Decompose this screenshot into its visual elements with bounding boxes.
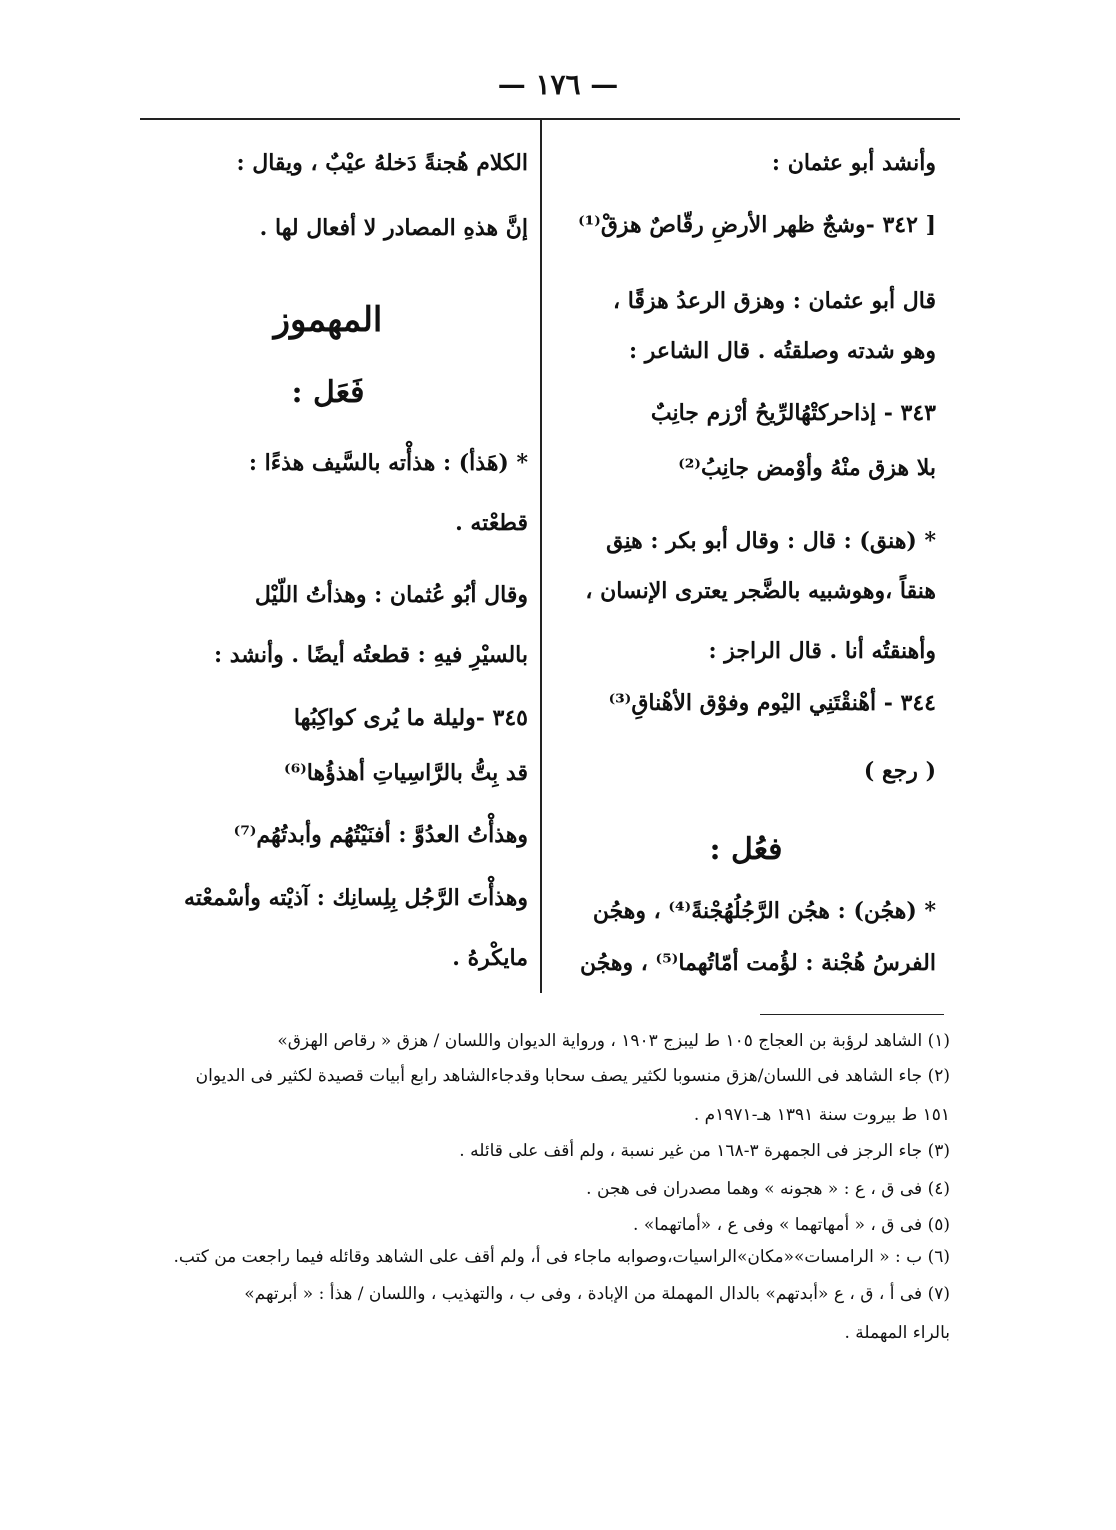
footnote-line: (٥) فى ق ، « أمهاتهما » وفى ع ، «أماتهما» . (633, 1215, 950, 1235)
left-column-line: المهموز (273, 300, 383, 340)
footnote-line: (٤) فى ق ، ع : « هجونه » وهما مصدران فى هجن . (586, 1179, 950, 1199)
page-number: — ١٧٦ — (497, 68, 619, 101)
right-column-line: ٣٤٣ - إذاحركتْهُالرِّيحُ أرْزم جانِبٌ (650, 400, 936, 426)
right-column-line: هنقاً ،وهوشبيه بالضَّجر يعترى الإنسان ، (585, 578, 936, 604)
right-column-line: فعُل : (709, 832, 783, 867)
header-rule (140, 118, 960, 120)
left-column-line: فَعَل : (291, 375, 365, 410)
footnote-rule (760, 1014, 944, 1015)
footnote-line: بالراء المهملة . (844, 1323, 950, 1343)
right-column-line: [ ٣٤٢ -وشجٌ ظهر الأرضِ رقّاصٌ هزقْ⁽¹⁾ (578, 212, 936, 238)
footnote-line: (٢) جاء الشاهد فى اللسان/هزق منسوبا لكثير يصف سحابا وقدجاءالشاهد رابع أبيات قصيدة لكثير فى الديوان (195, 1066, 950, 1086)
left-column-line: وهذأْتُ العدُوَّ : أفنَيْتُهُم وأبدتُهُم⁽⁷⁾ (233, 822, 528, 848)
footnote-line: (٧) فى أ ، ق ، ع «أبدتهم» بالدال المهملة من الإبادة ، وفى ب ، والتهذيب ، واللسان / هذأ : « أبرتهم» (244, 1284, 950, 1304)
left-column-line: وقال أبُو عُثمان : وهذأتُ اللّيْل (254, 582, 528, 608)
left-column-line: * (هَذأ) : هذأْته بالسَّيف هذءًا : (248, 450, 528, 476)
left-column-line: مايكْرهُ . (452, 945, 528, 971)
right-column-line: ( رجع ) (863, 758, 936, 784)
left-column-line: الكلام هُجنةً دَخلهُ عيْبٌ ، ويقال : (236, 150, 528, 176)
left-column-line: وهذأْتَ الرَّجُل بِلِسانِك : آذيْته وأسْمعْته (183, 885, 528, 911)
left-column-line: بالسيْرِ فيهِ : قطعتُه أيضًا . وأنشد : (213, 642, 528, 668)
right-column-line: قال أبو عثمان : وهزق الرعدُ هزقًا ، (612, 288, 936, 314)
footnote-line: (١) الشاهد لرؤبة بن العجاج ١٠٥ ط ليبزج ١٩٠٣ ، ورواية الديوان واللسان / هزق « رقاص الهزق» (277, 1031, 950, 1051)
right-column-line: * (هنق) : قال : وقال أبو بكر : هنِق (606, 528, 936, 554)
column-divider (540, 118, 542, 993)
right-column-line: وأنشد أبو عثمان : (771, 150, 936, 176)
right-column-line: وأهنقتُه أنا . قال الراجز : (708, 638, 936, 664)
footnote-line: (٣) جاء الرجز فى الجمهرة ٣-١٦٨ من غير نسبة ، ولم أقف على قائله . (459, 1141, 950, 1161)
right-column-line: ٣٤٤ - أهْنقْتَنِي اليْوم وفوْق الأهْناقِ⁽³⁾ (608, 690, 936, 716)
right-column-line: وهو شدته وصلقتُه . قال الشاعر : (629, 338, 936, 364)
footnote-line: ١٥١ ط بيروت سنة ١٣٩١ هـ-١٩٧١م . (693, 1105, 950, 1125)
left-column-line: قد بِتُّ بالرَّاسِياتِ أهذؤُها⁽⁶⁾ (284, 760, 528, 786)
right-column-line: * (هجُن) : هجُن الرَّجُلُهُجْنةً⁽⁴⁾ ، وهجُن (592, 898, 936, 924)
right-column-line: الفرسُ هُجْنة : لؤُمت أمّاتُهما⁽⁵⁾ ، وهجُن (579, 950, 936, 976)
left-column-line: قطعْته . (455, 510, 528, 536)
left-column-line: إنَّ هذهِ المصادر لا أفعال لها . (259, 215, 528, 241)
left-column-line: ٣٤٥ -وليلة ما يُرى كواكِبُها (293, 705, 528, 731)
footnote-line: (٦) ب : « الرامسات»«مكان»الراسيات،وصوابه ماجاء فى أ، ولم أقف على الشاهد وقائله فيما راجعت من كتب. (173, 1247, 950, 1267)
right-column-line: بلا هزق منْهُ وأوْمض جانِبُ⁽²⁾ (678, 455, 936, 481)
